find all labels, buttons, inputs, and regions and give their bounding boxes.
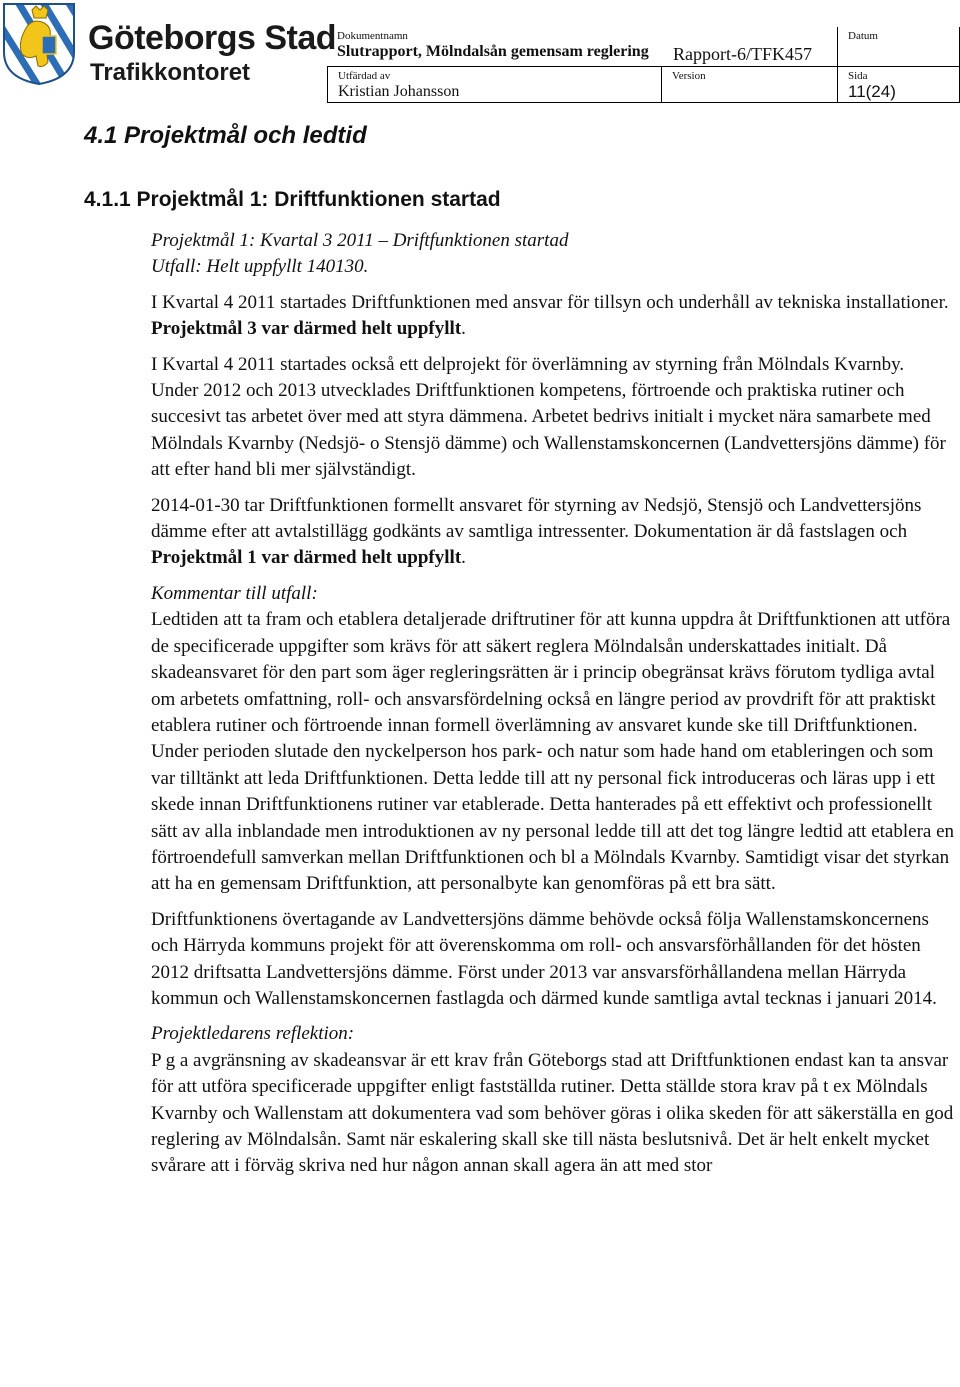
paragraph-3 <box>151 493 956 572</box>
page-label: Sida <box>848 70 868 82</box>
meta-date-cell <box>837 27 960 67</box>
logo-city-name: Göteborgs Stad <box>88 19 337 57</box>
goal-line: Projektmål 1: Kvartal 3 2011 – Driftfunktionen startad <box>151 230 569 251</box>
doc-name-label: Dokumentnamn <box>337 30 408 42</box>
paragraph-2: I Kvartal 4 2011 startades också ett delprojekt för överlämning av styrning från Mölndals Kvarnby. Under 2012 och 2013 utvecklades Driftfunktionen kompetens, förtroende och praktiska rutiner och succesivt tas arbetet över med att styra dämmena. Arbetet bedrivs initialt i mycket nära samarbete med Mölndals Kvarnby (Nedsjö- o Stensjö dämme) och Wallenstamskoncernen (Landvettersjöns dämme) för att efter hand bli mer självständigt. <box>151 353 946 481</box>
meta-docref-cell <box>661 27 837 67</box>
comment-heading: Kommentar till utfall: <box>151 582 318 604</box>
doc-reference: Rapport-6/TFK457 <box>673 44 812 64</box>
date-label: Datum <box>848 30 878 42</box>
page-header <box>0 0 960 104</box>
paragraph-4: Ledtiden att ta fram och etablera detaljerade driftrutiner för att kunna uppdra åt Driftfunktionen att utföra de specificerade uppgifter som krävs för att säkert reglera Mölndalsån underskattades initialt. Då skadeansvaret för den part som äger regleringsrätten är i princip obegränsat krävs förutom tydliga avtal om arbetets omfattning, roll- och ansvarsfördelning också en längre period av provdrift för att praktiskt etablera rutiner och förtroende innan formell överlämning av ansvaret kunde ske till Driftfunktionen. Under perioden slutade den nyckelperson hos park- och natur som hade hand om etableringen och som var tilltänkt att leda Driftfunktionen. Detta ledde till att ny personal fick introduceras och läras upp i ett skede innan Driftfunktionens rutiner var etablerade. Detta hanterades på ett effektivt och professionellt sätt av alla inblandade men introduktionen av ny personal ledde till att det tog längre ledtid att etablera en förtroendefull samverkan mellan Driftfunktionen och bl a Mölndals Kvarnby. Samtidigt visar det styrkan att ha en gemensam Driftfunktion, att personalbyte kan genomföras på ett bra sätt. <box>151 609 955 895</box>
paragraph-3-text: 2014-01-30 tar Driftfunktionen formellt ansvaret för styrning av Nedsjö, Stensjö och Landvettersjöns dämme efter att avtalstillägg godkänts av samtliga intressenter. Dokumentation är då fastslagen och <box>151 494 922 543</box>
reflection-heading: Projektledarens reflektion: <box>151 1023 355 1045</box>
logo-department-name: Trafikkontoret <box>90 59 251 86</box>
paragraph-1-bold: Projektmål 3 var därmed helt uppfyllt <box>151 318 462 340</box>
outcome-line: Utfall: Helt uppfyllt 140130. <box>151 256 369 278</box>
paragraph-1-end: . <box>461 318 466 340</box>
section-heading: 4.1 Projektmål och ledtid <box>84 122 367 149</box>
paragraph-1 <box>151 290 956 343</box>
version-label: Version <box>672 70 706 82</box>
meta-docname-cell <box>327 27 661 67</box>
meta-version-cell <box>661 67 837 103</box>
meta-page-cell <box>837 67 960 103</box>
subsection-heading: 4.1.1 Projektmål 1: Driftfunktionen startad <box>84 188 501 211</box>
paragraph-6: P g a avgränsning av skadeansvar är ett krav från Göteborgs stad att Driftfunktionen endast kan ta ansvar för att utföra specificerade uppgifter enligt fastställda rutiner. Detta ställde stora krav på t ex Mölndals Kvarnby och Wallenstam att dokumentera vad som behöver göras i olika skeden för att säkerställa en god reglering av Mölndalsån. Samt när eskalering skall ske till nästa beslutsnivå. Det är helt enkelt mycket svårare att i förväg skriva ned hur någon annan skall agera än att med stor <box>151 1049 954 1177</box>
city-coat-of-arms-logo <box>2 2 76 86</box>
document-meta-table <box>327 27 960 103</box>
meta-issuer-cell <box>327 67 661 103</box>
doc-name: Slutrapport, Mölndalsån gemensam reglering <box>337 43 649 60</box>
issued-by: Kristian Johansson <box>338 83 460 100</box>
paragraph-3-end: . <box>461 547 466 569</box>
paragraph-3-bold: Projektmål 1 var därmed helt uppfyllt <box>151 547 462 569</box>
paragraph-1-text: I Kvartal 4 2011 startades Driftfunktionen med ansvar för tillsyn och underhåll av tekniska installationer. <box>151 291 949 313</box>
document-body <box>151 228 956 1180</box>
paragraph-5: Driftfunktionens övertagande av Landvettersjöns dämme behövde också följa Wallenstamskoncernens och Härryda kommuns projekt för att överenskomma om roll- och ansvarsförhållanden för det hösten 2012 driftsatta Landvettersjöns dämme. Först under 2013 var ansvarsförhållandena mellan Härryda kommun och Wallenstamskoncernen fastlagda och därmed kunde samtliga avtal tecknas i januari 2014. <box>151 908 937 1009</box>
issued-by-label: Utfärdad av <box>338 70 391 82</box>
page-number: 11(24) <box>848 82 896 101</box>
